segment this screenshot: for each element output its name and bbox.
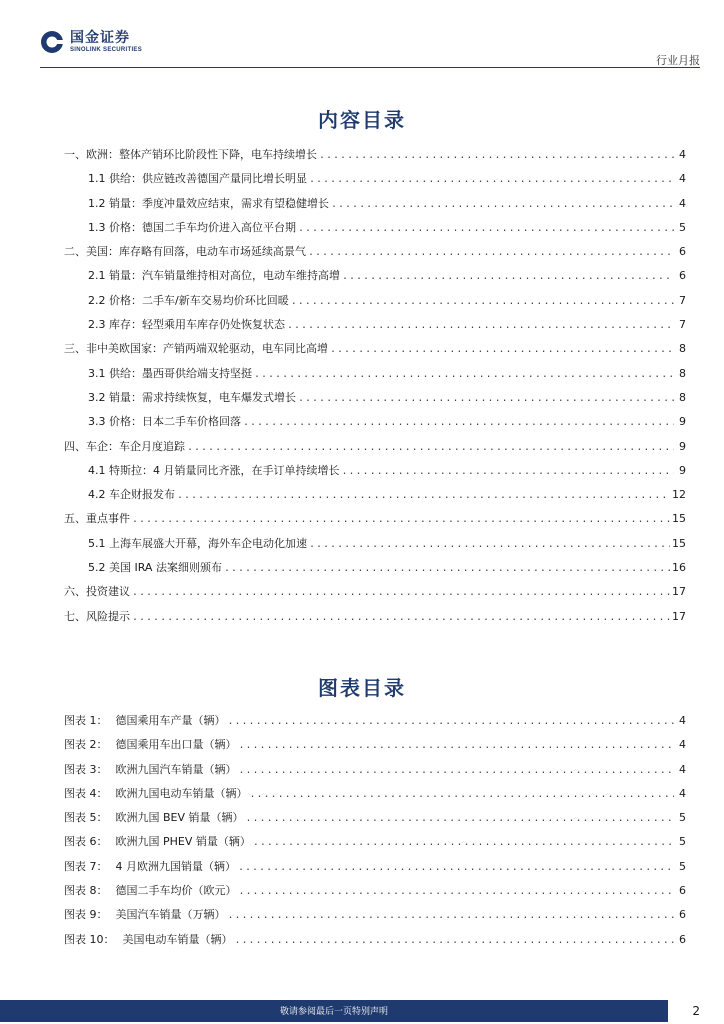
toc-entry-page: 4 — [679, 148, 686, 161]
toc-leader-dots — [243, 417, 674, 428]
toc-entry-title: 5.2 美国 IRA 法案细则颁布 — [88, 561, 222, 575]
toc-entry[interactable] — [64, 195, 686, 219]
toc-leader-dots — [330, 344, 674, 355]
toc-entry-title: 2.1 销量：汽车销量维持相对高位，电动车维持高增 — [88, 269, 340, 283]
figure-title: 欧洲九国 BEV 销量（辆） — [115, 811, 244, 825]
figure-leader-dots — [228, 716, 675, 727]
figure-number: 图表 5： — [64, 811, 108, 825]
toc-entry-title: 4.1 特斯拉：4 月销量同比齐涨，在手订单持续增长 — [88, 463, 340, 477]
figure-title: 德国乘用车出口量（辆） — [115, 738, 237, 752]
figure-title: 欧洲九国汽车销量（辆） — [115, 762, 237, 776]
toc-entry-page: 15 — [672, 512, 686, 526]
toc-leader-dots — [177, 490, 670, 501]
figure-title: 欧洲九国电动车销量（辆） — [115, 786, 248, 800]
figure-page: 6 — [679, 908, 686, 922]
toc-leader-dots — [291, 296, 674, 307]
figure-number: 图表 9： — [64, 908, 108, 922]
toc-entry-title: 5.1 上海车展盛大开幕，海外车企电动化加速 — [88, 536, 307, 550]
toc-entry-title: 六、投资建议 — [64, 585, 130, 599]
toc-entry[interactable] — [64, 340, 686, 364]
toc-entry-title: 1.2 销量：季度冲量效应结束，需求有望稳健增长 — [88, 196, 329, 210]
toc-entry-title: 三、非中美欧国家：产销两端双轮驱动，电车同比高增 — [64, 342, 328, 356]
toc-entry[interactable] — [64, 486, 686, 510]
toc-entry-page: 6 — [679, 245, 686, 259]
figure-page: 4 — [679, 786, 686, 800]
figure-title: 德国乘用车产量（辆） — [115, 714, 226, 727]
figure-leader-dots — [253, 837, 674, 848]
figure-number: 图表 10： — [64, 932, 115, 946]
toc-entry-page: 8 — [679, 342, 686, 356]
figure-page: 4 — [679, 714, 686, 727]
toc-entry-page: 9 — [679, 415, 686, 429]
figure-leader-dots — [250, 789, 675, 800]
toc-entry[interactable] — [64, 559, 686, 583]
toc-entry-title: 3.3 价格：日本二手车价格回落 — [88, 415, 241, 429]
figure-entry[interactable] — [64, 761, 686, 785]
toc-entry-page: 6 — [679, 269, 686, 283]
logo-english-name: SINOLINK SECURITIES — [70, 47, 143, 53]
toc-leader-dots — [308, 247, 674, 258]
toc-entry-page: 8 — [679, 390, 686, 404]
figure-entry[interactable] — [64, 712, 686, 736]
toc-leader-dots — [309, 174, 674, 185]
logo-chinese-name: 国金证券 — [70, 30, 130, 46]
toc-entry-title: 1.3 价格：德国二手车均价进入高位平台期 — [88, 220, 296, 234]
toc-entry-page: 4 — [679, 172, 686, 186]
toc-entry-page: 5 — [679, 220, 686, 234]
toc-entry-page: 9 — [679, 463, 686, 477]
figure-title: 德国二手车均价（欧元） — [115, 884, 237, 898]
toc-entry[interactable] — [64, 535, 686, 559]
figure-list-title: 图表目录 — [318, 676, 406, 700]
figure-leader-dots — [239, 765, 675, 776]
toc-entry[interactable] — [64, 583, 686, 607]
toc-leader-dots — [132, 612, 670, 623]
toc-entry-page: 9 — [679, 439, 686, 453]
toc-leader-dots — [319, 150, 674, 161]
toc-entry-page: 16 — [672, 561, 686, 575]
toc-entry-title: 二、美国：库存略有回落，电动车市场延续高景气 — [64, 245, 306, 259]
figure-entry[interactable] — [64, 858, 686, 882]
toc-leader-dots — [132, 514, 670, 525]
figure-entry[interactable] — [64, 833, 686, 857]
figure-entry[interactable] — [64, 931, 686, 955]
figure-number: 图表 2： — [64, 738, 108, 752]
toc-entry[interactable] — [64, 219, 686, 243]
toc-entry[interactable] — [64, 608, 686, 632]
figure-leader-dots — [239, 886, 675, 897]
toc-leader-dots — [298, 393, 674, 404]
toc-entry-page: 17 — [672, 609, 686, 623]
toc-entry-title: 3.1 供给：墨西哥供给端支持坚挺 — [88, 366, 252, 380]
toc-entry-page: 7 — [679, 293, 686, 307]
figure-leader-dots — [228, 910, 675, 921]
toc-entry[interactable] — [64, 243, 686, 267]
toc-entry-title: 2.2 价格：二手车/新车交易均价环比回暖 — [88, 293, 289, 307]
table-of-contents — [64, 146, 686, 632]
toc-entry-title: 五、重点事件 — [64, 512, 130, 526]
figure-leader-dots — [239, 740, 675, 751]
figure-entry[interactable] — [64, 809, 686, 833]
toc-leader-dots — [132, 587, 670, 598]
page-number: 2 — [692, 1004, 700, 1018]
page-footer — [0, 994, 724, 1024]
toc-entry[interactable] — [64, 267, 686, 291]
figure-title: 美国电动车销量（辆） — [122, 932, 233, 946]
toc-entry-page: 15 — [672, 536, 686, 550]
figure-number: 图表 4： — [64, 786, 108, 800]
figure-number: 图表 3： — [64, 762, 108, 776]
report-type-label: 行业月报 — [656, 54, 700, 67]
toc-entry-title: 一、欧洲：整体产销环比阶段性下降，电车持续增长 — [64, 148, 317, 161]
figure-entry[interactable] — [64, 882, 686, 906]
toc-title: 内容目录 — [318, 108, 406, 132]
figure-title: 4 月欧洲九国销量（辆） — [115, 859, 236, 873]
figure-title: 欧洲九国 PHEV 销量（辆） — [115, 835, 251, 849]
figure-entry[interactable] — [64, 906, 686, 930]
toc-entry-page: 12 — [672, 488, 686, 502]
toc-entry-title: 2.3 库存：轻型乘用车库存仍处恢复状态 — [88, 318, 285, 332]
figure-title: 美国汽车销量（万辆） — [115, 908, 226, 922]
figure-page: 5 — [679, 811, 686, 825]
toc-entry[interactable] — [64, 292, 686, 316]
toc-entry[interactable] — [64, 510, 686, 534]
toc-entry-title: 3.2 销量：需求持续恢复，电车爆发式增长 — [88, 390, 296, 404]
toc-entry[interactable] — [64, 316, 686, 340]
toc-entry[interactable] — [64, 146, 686, 170]
figure-number: 图表 6： — [64, 835, 108, 849]
figure-leader-dots — [235, 935, 675, 946]
page-header — [0, 0, 724, 70]
figure-leader-dots — [238, 862, 674, 873]
figure-page: 6 — [679, 884, 686, 898]
figure-entry[interactable] — [64, 736, 686, 760]
figure-number: 图表 8： — [64, 884, 108, 898]
figure-page: 5 — [679, 835, 686, 849]
footer-disclaimer: 敬请参阅最后一页特别声明 — [279, 1007, 388, 1017]
toc-entry-title: 1.1 供给：供应链改善德国产量同比增长明显 — [88, 172, 307, 186]
header-divider — [40, 67, 700, 68]
toc-leader-dots — [342, 271, 674, 282]
figure-page: 6 — [679, 932, 686, 946]
toc-entry-page: 7 — [679, 318, 686, 332]
company-logo — [40, 30, 142, 54]
figure-page: 5 — [679, 859, 686, 873]
figure-page: 4 — [679, 738, 686, 752]
sinolink-logo-icon — [40, 30, 64, 54]
toc-leader-dots — [254, 369, 674, 380]
figure-entry[interactable] — [64, 785, 686, 809]
toc-entry-page: 4 — [679, 196, 686, 210]
toc-entry[interactable] — [64, 438, 686, 462]
toc-entry[interactable] — [64, 462, 686, 486]
toc-entry-title: 七、风险提示 — [64, 609, 130, 623]
figure-list — [64, 712, 686, 955]
toc-leader-dots — [224, 563, 670, 574]
toc-leader-dots — [287, 320, 674, 331]
toc-leader-dots — [331, 199, 674, 210]
toc-leader-dots — [341, 466, 674, 477]
figure-page: 4 — [679, 762, 686, 776]
toc-leader-dots — [187, 442, 674, 453]
toc-entry[interactable] — [64, 170, 686, 194]
toc-entry[interactable] — [64, 389, 686, 413]
figure-number: 图表 1： — [64, 714, 108, 727]
toc-leader-dots — [298, 223, 674, 234]
toc-entry[interactable] — [64, 413, 686, 437]
toc-leader-dots — [309, 539, 670, 550]
figure-number: 图表 7： — [64, 859, 108, 873]
toc-entry-page: 8 — [679, 366, 686, 380]
toc-entry-title: 四、车企：车企月度追踪 — [64, 439, 185, 453]
figure-leader-dots — [246, 813, 674, 824]
toc-entry-title: 4.2 车企财报发布 — [88, 488, 175, 502]
toc-entry[interactable] — [64, 365, 686, 389]
toc-entry-page: 17 — [672, 585, 686, 599]
